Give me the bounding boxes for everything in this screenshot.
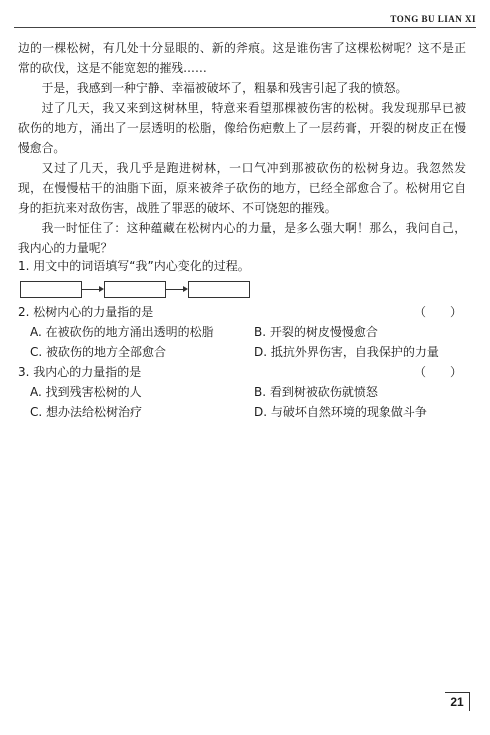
- passage-paragraph: 我一时怔住了：这种蕴藏在松树内心的力量，是多么强大啊！那么，我问自己，我内心的力量呢？: [18, 221, 466, 255]
- option-b[interactable]: B. 开裂的树皮慢慢愈合: [254, 325, 378, 339]
- passage-paragraph: 又过了几天，我几乎是跑进树林，一口气冲到那被砍伤的松树身边。我忽然发现，在慢慢枯干的油脂下面，原来被斧子砍伤的地方，已经全部愈合了。松树用它自身的拒抗来对敌伤害，战胜了罪恶的破坏、不可饶恕的摧残。: [18, 161, 466, 215]
- option-d[interactable]: D. 与破坏自然环境的现象做斗争: [254, 405, 427, 419]
- option-a[interactable]: A. 找到残害松树的人: [30, 385, 142, 399]
- question-3: [18, 362, 466, 422]
- question-2-title: 2. 松树内心的力量指的是: [18, 305, 154, 319]
- option-b[interactable]: B. 看到树被砍伤就愤怒: [254, 385, 378, 399]
- emotion-flow-chart: [20, 280, 466, 298]
- right-arrow-icon: [166, 286, 188, 292]
- question-1-title: 1. 用文中的词语填写“我”内心变化的过程。: [18, 259, 250, 273]
- header-divider: [14, 27, 476, 28]
- right-arrow-icon: [82, 286, 104, 292]
- question-2: [18, 302, 466, 362]
- reading-passage: [18, 38, 466, 258]
- option-c[interactable]: C. 被砍伤的地方全部愈合: [30, 345, 167, 359]
- answer-box-3[interactable]: [188, 281, 250, 298]
- question-3-title: 3. 我内心的力量指的是: [18, 365, 142, 379]
- answer-parentheses[interactable]: （ ）: [413, 365, 462, 379]
- passage-paragraph: 于是，我感到一种宁静、幸福被破坏了，粗暴和残害引起了我的愤怒。: [41, 81, 408, 95]
- option-c[interactable]: C. 想办法给松树治疗: [30, 405, 143, 419]
- answer-box-1[interactable]: [20, 281, 82, 298]
- question-1: [18, 256, 466, 298]
- series-header: TONG BU LIAN XI: [390, 14, 476, 24]
- option-d[interactable]: D. 抵抗外界伤害，自我保护的力量: [254, 345, 439, 359]
- answer-box-2[interactable]: [104, 281, 166, 298]
- option-a[interactable]: A. 在被砍伤的地方涌出透明的松脂: [30, 325, 214, 339]
- page-number: 21: [445, 692, 470, 711]
- passage-paragraph: 过了几天，我又来到这树林里，特意来看望那棵被伤害的松树。我发现那早已被砍伤的地方，涌出了一层透明的松脂，像给伤疤敷上了一层药膏，开裂的树皮正在慢慢愈合。: [18, 101, 466, 155]
- answer-parentheses[interactable]: （ ）: [413, 305, 462, 319]
- passage-paragraph: 边的一棵松树，有几处十分显眼的、新的斧痕。这是谁伤害了这棵松树呢？这不是正常的砍伐，这是不能宽恕的摧残……: [18, 41, 466, 75]
